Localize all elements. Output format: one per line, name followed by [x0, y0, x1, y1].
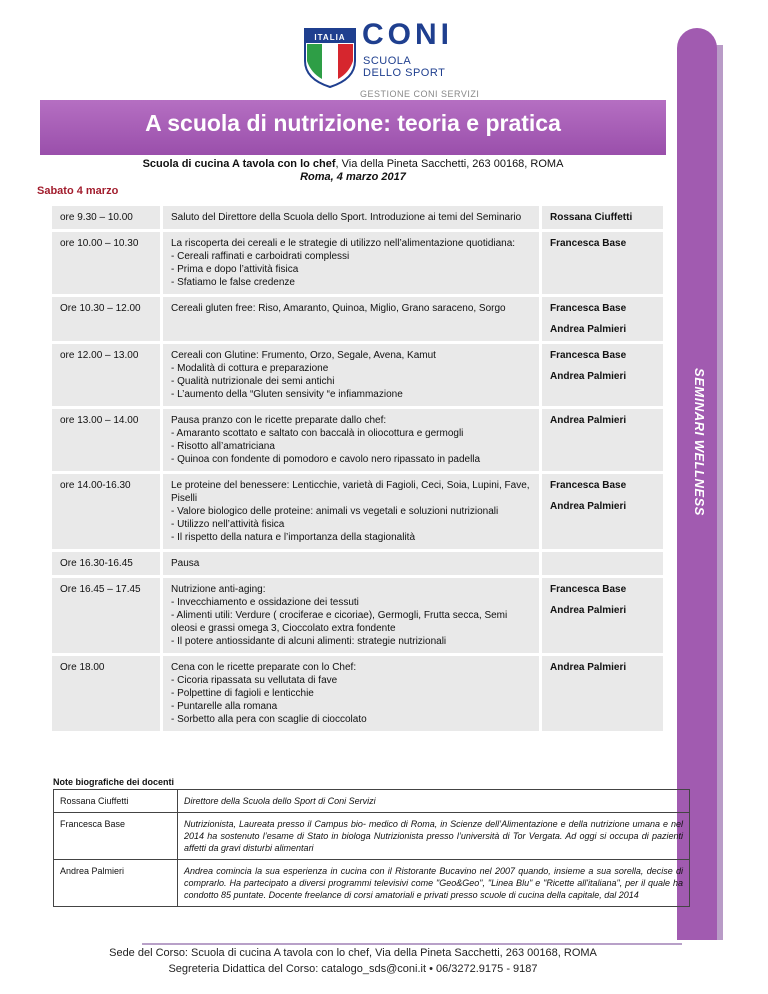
brand-line2: DELLO SPORT: [363, 67, 446, 79]
schedule-description: [162, 473, 541, 551]
description-line: Saluto del Direttore della Scuola dello Sport. Introduzione ai temi del Seminario: [171, 212, 522, 223]
bios-title: Note biografiche dei docenti: [53, 777, 175, 787]
description-line: - Puntarelle alla romana: [171, 701, 278, 712]
description-line: - Alimenti utili: Verdure ( crociferae e cicoriae), Germogli, Frutta secca, Semi oleosi e grassi omega 3, Cioccolato extra fondente: [171, 610, 508, 634]
speaker-name: Rossana Ciuffetti: [550, 212, 633, 223]
description-line: - Prima e dopo l’attività fisica: [171, 264, 299, 275]
schedule-row: [51, 551, 665, 577]
description-line: - Sfatiamo le false credenze: [171, 277, 295, 288]
schedule-description: [162, 655, 541, 733]
shield-text: ITALIA: [314, 33, 346, 42]
bio-text: Andrea comincia la sua esperienza in cucina con il Ristorante Bucavino nel 2007 quando, insieme a sua sorella, decise di comprarlo. Ha partecipato a diversi programmi televisivi come "Geo&Geo", "Linea Blu" e "Ricette all'italiana", per il quale ha condotto 85 puntate. Docente freelance di corsi amatoriali e privati presso scuole di cucina della capitale, dal 2014: [178, 860, 690, 907]
description-line: - Quinoa con fondente di pomodoro e cavolo nero ripassato in padella: [171, 454, 481, 465]
schedule-speakers: [541, 343, 665, 408]
schedule-table: [49, 203, 666, 734]
schedule-body: [51, 205, 665, 733]
schedule-row: [51, 343, 665, 408]
page-title: A scuola di nutrizione: teoria e pratica: [145, 110, 561, 136]
bio-name: Rossana Ciuffetti: [54, 790, 178, 813]
schedule-description: [162, 577, 541, 655]
schedule-speakers: [541, 231, 665, 296]
speaker-name: Francesca Base: [550, 238, 627, 249]
schedule-description: [162, 231, 541, 296]
schedule-row: [51, 473, 665, 551]
schedule-description: [162, 408, 541, 473]
bio-name: Francesca Base: [54, 813, 178, 860]
schedule-speakers: [541, 551, 665, 577]
description-line: - Il potere antiossidante di alcuni alimenti: strategie nutrizionali: [171, 636, 447, 647]
schedule-speakers: [541, 408, 665, 473]
schedule-time: Ore 10.30 – 12.00: [51, 296, 162, 343]
venue-address: , Via della Pineta Sacchetti, 263 00168, ROMA: [335, 158, 564, 170]
brand-line1: SCUOLA: [363, 55, 412, 67]
description-line: Le proteine del benessere: Lenticchie, varietà di Fagioli, Ceci, Soia, Lupini, Fave, Piselli: [171, 480, 530, 504]
schedule-description: [162, 343, 541, 408]
speaker-name: Andrea Palmieri: [550, 324, 627, 335]
description-line: - Utilizzo nell’attività fisica: [171, 519, 285, 530]
schedule-time: Ore 18.00: [51, 655, 162, 733]
brand-gestione: GESTIONE CONI SERVIZI: [360, 89, 480, 99]
speaker-name: Andrea Palmieri: [550, 415, 627, 426]
schedule-row: [51, 296, 665, 343]
bios-body: [54, 790, 690, 907]
bios-table: [53, 789, 690, 907]
schedule-row: [51, 231, 665, 296]
description-line: La riscoperta dei cereali e le strategie di utilizzo nell’alimentazione quotidiana:: [171, 238, 516, 249]
footer-contact: Segreteria Didattica del Corso: catalogo_sds@coni.it • 06/3272.9175 - 9187: [168, 963, 538, 975]
speaker-name: Francesca Base: [550, 480, 627, 491]
description-line: Cena con le ricette preparate con lo Chef:: [171, 662, 357, 673]
schedule-time: ore 9.30 – 10.00: [51, 205, 162, 231]
description-line: Pausa pranzo con le ricette preparate dallo chef:: [171, 415, 387, 426]
schedule-speakers: [541, 296, 665, 343]
description-line: - Il rispetto della natura e l’importanza della stagionalità: [171, 532, 416, 543]
description-line: - Modalità di cottura e preparazione: [171, 363, 329, 374]
speaker-name: Andrea Palmieri: [550, 371, 627, 382]
schedule-time: ore 14.00-16.30: [51, 473, 162, 551]
description-line: - L’aumento della “Gluten sensivity “e infiammazione: [171, 389, 403, 400]
speaker-name: Andrea Palmieri: [550, 605, 627, 616]
day-label: Sabato 4 marzo: [37, 185, 119, 197]
bio-row: [54, 860, 690, 907]
brand-subtitle: [363, 55, 445, 79]
venue-name: Scuola di cucina A tavola con lo chef: [142, 158, 336, 170]
description-line: Nutrizione anti-aging:: [171, 584, 266, 595]
schedule-description: [162, 205, 541, 231]
coni-shield-logo: [303, 27, 357, 89]
description-line: - Qualità nutrizionale dei semi antichi: [171, 376, 335, 387]
schedule-speakers: [541, 205, 665, 231]
schedule-speakers: [541, 577, 665, 655]
schedule-speakers: [541, 473, 665, 551]
speaker-name: Andrea Palmieri: [550, 662, 627, 673]
speaker-name: Francesca Base: [550, 584, 627, 595]
bio-name: Andrea Palmieri: [54, 860, 178, 907]
description-line: Cereali con Glutine: Frumento, Orzo, Segale, Avena, Kamut: [171, 350, 436, 361]
schedule-description: [162, 296, 541, 343]
bio-text: Nutrizionista, Laureata presso il Campus bio- medico di Roma, in Scienze dell’Alimentazione e della nutrizione umana e nel 2014 ha sostenuto l’esame di Stato in biologa Nutrizionista presso l’università di Tor Vergata. Ad oggi si occupa di pazienti affetti da gravi disturbi alimentari: [178, 813, 690, 860]
bio-row: [54, 790, 690, 813]
description-line: - Sorbetto alla pera con scaglie di cioccolato: [171, 714, 367, 725]
schedule-time: Ore 16.45 – 17.45: [51, 577, 162, 655]
schedule-description: [162, 551, 541, 577]
schedule-row: [51, 205, 665, 231]
footer-divider: [142, 943, 682, 945]
description-line: - Risotto all’amatriciana: [171, 441, 275, 452]
bio-text: Direttore della Scuola dello Sport di Coni Servizi: [178, 790, 690, 813]
schedule-time: ore 12.00 – 13.00: [51, 343, 162, 408]
venue-date: Roma, 4 marzo 2017: [300, 171, 406, 183]
schedule-row: [51, 655, 665, 733]
schedule-speakers: [541, 655, 665, 733]
bio-row: [54, 813, 690, 860]
schedule-time: ore 13.00 – 14.00: [51, 408, 162, 473]
speaker-name: Francesca Base: [550, 350, 627, 361]
brand-name: CONI: [362, 18, 453, 51]
speaker-name: Andrea Palmieri: [550, 501, 627, 512]
side-tab-label: SEMINARI WELLNESS: [692, 368, 707, 516]
schedule-row: [51, 577, 665, 655]
footer-venue: Sede del Corso: Scuola di cucina A tavola con lo chef, Via della Pineta Sacchetti, 263 00168, ROMA: [109, 947, 597, 959]
schedule-time: ore 10.00 – 10.30: [51, 231, 162, 296]
description-line: Pausa: [171, 558, 200, 569]
description-line: - Cereali raffinati e carboidrati complessi: [171, 251, 350, 262]
description-line: - Amaranto scottato e saltato con baccalà in oliocottura e germogli: [171, 428, 464, 439]
venue-line: [40, 158, 666, 170]
description-line: - Valore biologico delle proteine: animali vs vegetali e soluzioni nutrizionali: [171, 506, 499, 517]
description-line: Cereali gluten free: Riso, Amaranto, Quinoa, Miglio, Grano saraceno, Sorgo: [171, 303, 506, 314]
schedule-row: [51, 408, 665, 473]
description-line: - Invecchiamento e ossidazione dei tessuti: [171, 597, 359, 608]
description-line: - Cicoria ripassata su vellutata di fave: [171, 675, 338, 686]
description-line: - Polpettine di fagioli e lenticchie: [171, 688, 314, 699]
speaker-name: Francesca Base: [550, 303, 627, 314]
schedule-time: Ore 16.30-16.45: [51, 551, 162, 577]
